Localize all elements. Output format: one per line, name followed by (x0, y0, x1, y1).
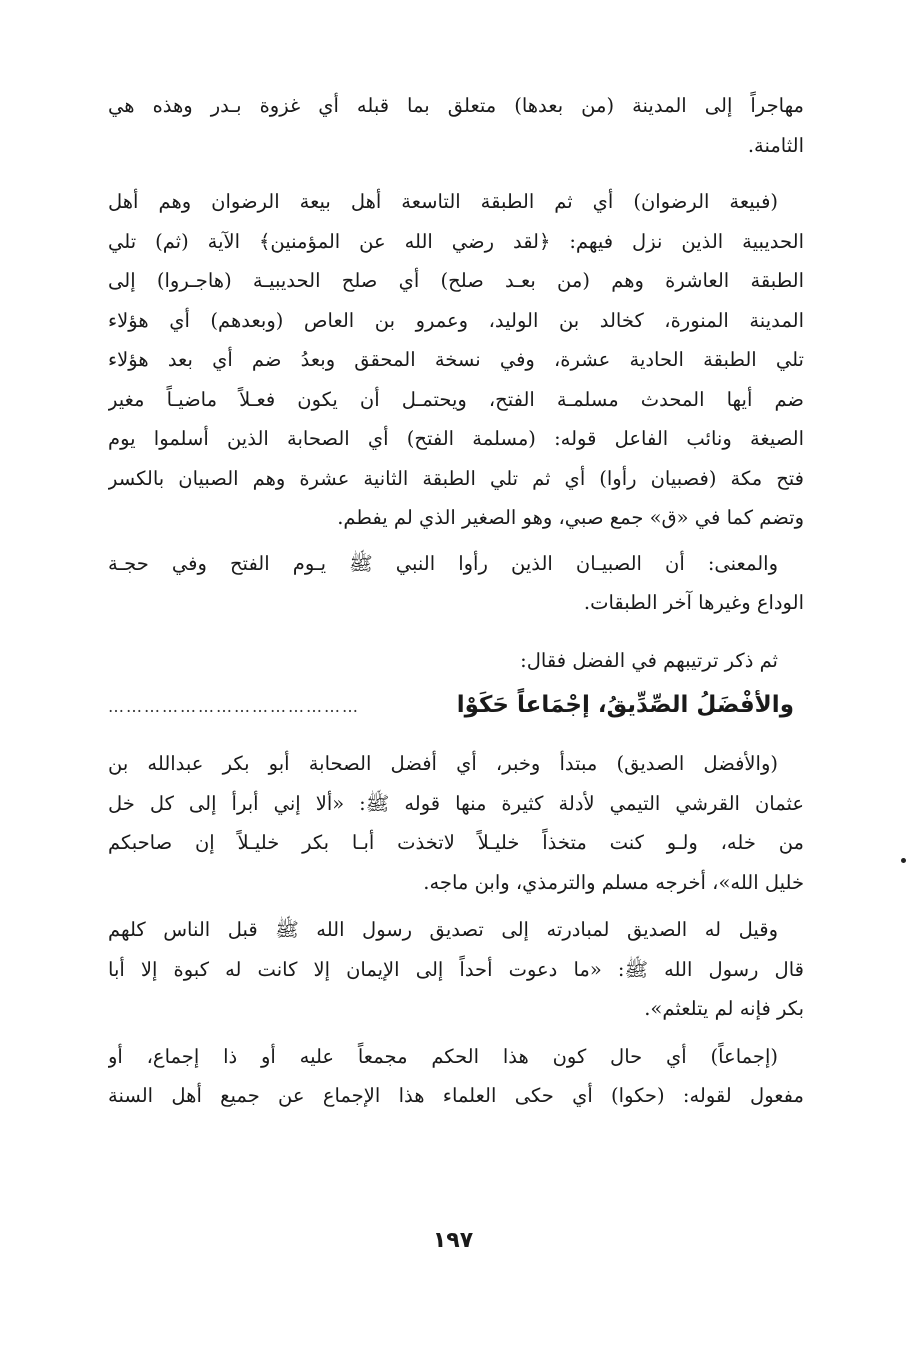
text-line: والمعنى: أن الصبيـان الذين رأوا النبي ﷺ يـوم الفتح وفي حجـة (108, 551, 778, 575)
text-line: بكر فإنه لم يتلعثم». (644, 997, 804, 1020)
text-line: مهاجراً إلى المدينة (من بعدها) متعلق بما قبله أي غزوة بـدر وهذه هي (108, 94, 804, 117)
paragraph (108, 1037, 804, 1116)
text-line: قال رسول الله ﷺ: «ما دعوت أحداً إلى الإيمان إلا كانت له كبوة إلا أبا (108, 957, 804, 981)
paragraph (108, 86, 804, 165)
verse-line (108, 680, 804, 730)
verse-dots: …………………………………… (108, 697, 360, 716)
text-line: عثمان القرشي التيمي لأدلة كثيرة منها قوله ﷺ: «ألا إني أبرأ إلى كل خل (108, 791, 804, 815)
paragraph (108, 182, 804, 538)
paragraph (108, 744, 804, 902)
text-line: الصيغة ونائب الفاعل قوله: (مسلمة الفتح) أي الصحابة الذين أسلموا يوم (108, 427, 804, 450)
text-line: خليل الله»، أخرجه مسلم والترمذي، وابن ماجه. (423, 870, 804, 894)
text-line: تلي الطبقة الحادية عشرة، وفي نسخة المحقق وبعدُ ضم أي بعد هؤلاء (108, 348, 804, 371)
page-body (108, 86, 804, 1116)
paragraph (108, 910, 804, 1029)
text-line: الطبقة العاشرة وهم (من بعـد صلح) أي صلح الحديبيـة (هاجـروا) إلى (108, 269, 804, 292)
page-number: ١٩٧ (432, 1228, 474, 1253)
text-line: من خله، ولـو كنت متخذاً خليـلاً لاتخذت أبـا بكر خليـلاً إن صاحبكم (108, 831, 804, 854)
text-line: وقيل له الصديق لمبادرته إلى تصديق رسول الله ﷺ قبل الناس كلهم (108, 918, 778, 941)
text-line: الثامنة. (747, 133, 804, 157)
text-line: (والأفضل الصديق) مبتدأ وخبر، أي أفضل الصحابة أبو بكر عبدالله بن (108, 752, 778, 775)
margin-mark (901, 858, 906, 863)
text-line: الحديبية الذين نزل فيهم: ﴿لقد رضي الله عن المؤمنين﴾ الآية (ثم) تلي (108, 229, 804, 253)
text-line: المدينة المنورة، كخالد بن الوليد، وعمرو بن العاص (وبعدهم) أي هؤلاء (108, 308, 804, 332)
paragraph (108, 544, 804, 623)
paragraph (108, 641, 804, 681)
text-line: فتح مكة (فصبيان رأوا) أي ثم تلي الطبقة الثانية عشرة وهم الصبيان بالكسر (108, 466, 804, 490)
text-line: ثم ذكر ترتيبهم في الفضل فقال: (520, 648, 778, 672)
text-line: الوداع وغيرها آخر الطبقات. (583, 591, 804, 614)
text-line: وتضم كما في «ق» جمع صبي، وهو الصغير الذي لم يفطم. (337, 506, 804, 529)
text-line: مفعول لقوله: (حكوا) أي حكى العلماء هذا الإجماع عن جميع أهل السنة (108, 1084, 804, 1107)
verse-text: والأفْضَلُ الصِّدِّيقُ، إجْمَاعاً حَكَوْا (456, 692, 794, 718)
text-line: ضم أيها المحدث مسلمـة الفتح، ويحتمـل أن يكون فعـلاً ماضيـاً مغير (108, 387, 804, 411)
text-line: (فبيعة الرضوان) أي ثم الطبقة التاسعة أهل بيعة الرضوان وهم أهل (108, 190, 778, 213)
text-line: (إجماعاً) أي حال كون هذا الحكم مجمعاً عليه أو ذا إجماع، أو (108, 1044, 778, 1068)
